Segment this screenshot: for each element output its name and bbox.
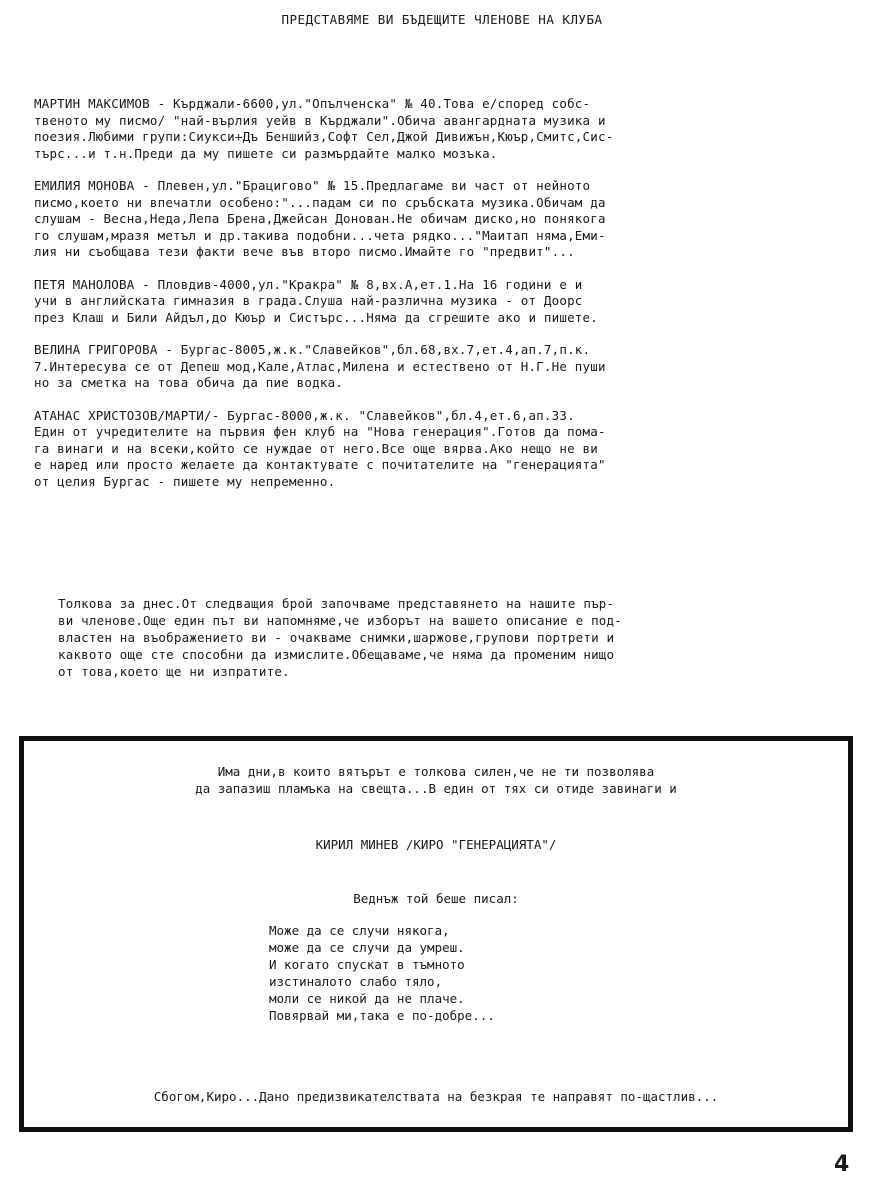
member-entry-martin: МАРТИН МАКСИМОВ - Кърджали-6600,ул."Опълченска" № 40.Това е/според собс- твеното му писмо/ "най-върлия уейв в Кърджали".Обича авангардната музика и поезия.Любими групи:Сиукси+Дъ Беншийз,Софт Сел,Джой Дивижън,Кюър,Смитс,Сис- търс...и т.н.Преди да му пишете си размърдайте малко мозъка. (34, 96, 614, 161)
page-title: ПРЕДСТАВЯМЕ ВИ БЪДЕЩИТЕ ЧЛЕНОВЕ НА КЛУБА (281, 12, 603, 27)
poem-line: може да се случи да умреш. (269, 940, 465, 955)
member-entry-atanas: АТАНАС ХРИСТОЗОВ/МАРТИ/- Бургас-8000,ж.к. "Славейков",бл.4,ет.6,ап.33. Един от учредителите на първия фен клуб на "Нова генерация".Готов да пома- га винаги и на всеки,който се нуждае от него.Все още вярва.Ако нещо не ви е наред или просто желаете да контактувате с почитателите на "генерацията" от целия Бургас - пишете му непременно. (34, 407, 606, 489)
page-number: 4 (834, 1152, 850, 1177)
poem-line: Повярвай ми,така е по-добре... (269, 1008, 495, 1023)
poem-line: Може да се случи някога, (269, 923, 450, 938)
poem-intro: Веднъж той беше писал: (353, 891, 519, 906)
member-entry-petya: ПЕТЯ МАНОЛОВА - Пловдив-4000,ул."Кракра" № 8,вх.А,ет.1.На 16 години е и учи в английската гимназия в града.Слуша най-различна музика - от Доорс през Клаш и Били Айдъл,до Кюър и Систърс...Няма да сгрешите ако и пишете. (34, 276, 598, 325)
memorial-intro: Има дни,в които вятърът е толкова силен,че не ти позволява да запазиш пламъка на свещта...В един от тях си отиде завинаги и (195, 764, 677, 796)
closing-paragraph: Толкова за днес.От следващия брой започваме представянето на нашите пър- ви членове.Още един път ви напомняме,че изборът на вашето описание е под- властен на въображението ви - очакваме снимки,шаржове,групови портрети и каквото още сте способни да измислите.Обещаваме,че няма да променим нищо от това,което ще ни изпратите. (58, 595, 622, 679)
memorial-box (19, 736, 853, 1132)
members-list (34, 96, 854, 506)
poem-line: И когато спускат в тъмното (269, 957, 465, 972)
farewell-line: Сбогом,Киро...Дано предизвикателствата на безкрая те направят по-щастлив... (153, 1089, 719, 1104)
poem (269, 922, 495, 1024)
member-entry-velina: ВЕЛИНА ГРИГОРОВА - Бургас-8005,ж.к."Славейков",бл.68,вх.7,ет.4,ап.7,п.к. 7.Интересува се от Депеш мод,Кале,Атлас,Милена и естествено от Н.Г.Не пуши но за сметка на това обича да пие водка. (34, 342, 606, 390)
member-entry-emilia: ЕМИЛИЯ МОНОВА - Плевен,ул."Брацигово" № 15.Предлагаме ви част от нейното писмо,което ни впечатли особено:"...падам си по сръбската музика.Обичам да слушам - Весна,Неда,Лепа Брена,Джейсан Донован.Не обичам диско,но понякога го слушам,мразя метъл и др.такива подобни...чета рядко..."Маитап няма,Еми- лия ни съобщава тези факти вече във второ писмо.Имайте го "предвит"... (34, 178, 606, 259)
poem-line: моли се никой да не плаче. (269, 991, 465, 1006)
poem-line: изстиналото слабо тяло, (269, 974, 443, 989)
memorial-name: КИРИЛ МИНЕВ /КИРО "ГЕНЕРАЦИЯТА"/ (315, 837, 557, 852)
